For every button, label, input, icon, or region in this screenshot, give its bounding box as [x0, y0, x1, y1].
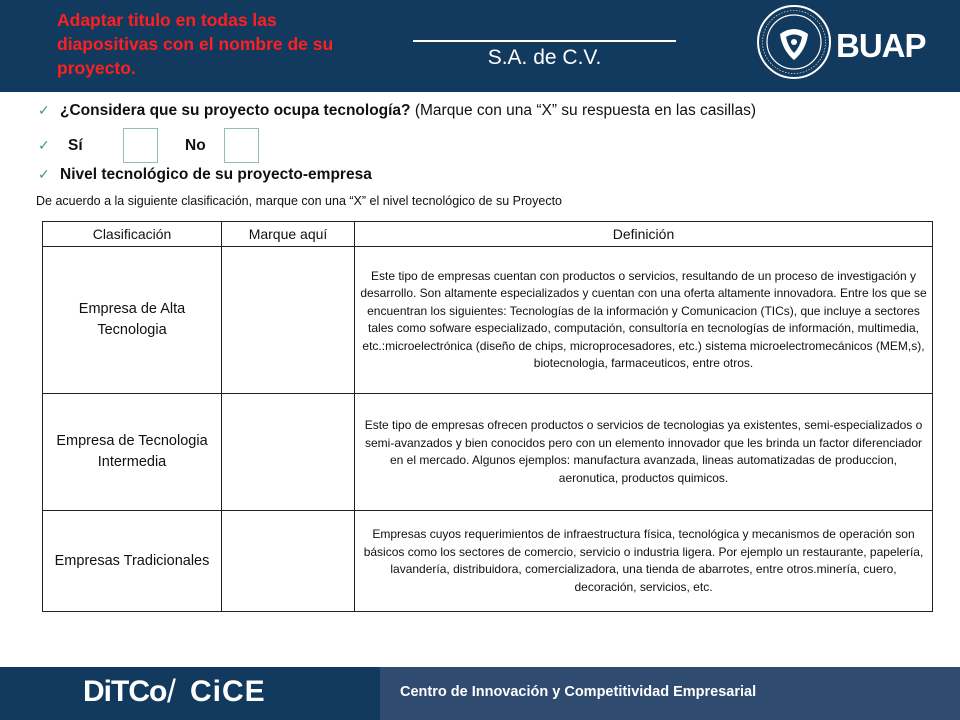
checkmark-icon: ✓: [38, 102, 50, 118]
header-title-note: Adaptar titulo en todas las diapositivas con el nombre de su proyecto.: [57, 10, 334, 78]
header-definition: Definición: [355, 222, 933, 247]
technology-question: ✓ ¿Considera que su proyecto ocupa tecnología? (Marque con una “X” su respuesta en las casillas): [38, 102, 757, 119]
buap-logo-text: BUAP: [836, 27, 926, 64]
answer-row: [38, 137, 83, 155]
no-label: No: [185, 137, 206, 154]
slide-header: [0, 0, 960, 92]
mark-cell[interactable]: [222, 511, 355, 612]
slide-footer: [0, 667, 960, 720]
table-row: [43, 511, 933, 612]
definition-cell: Empresas cuyos requerimientos de infraestructura física, tecnológica y mecanismos de operación son básicos como los sectores de comercio, servicio o industria ligera. Por ejemplo un restaurante, papelería, lavandería, distribuidora, comercializadora, una tienda de abarrotes, entre otros.minería, cuero, decoración, servicios, etc.: [355, 511, 933, 612]
company-suffix: S.A. de C.V.: [487, 46, 602, 69]
university-seal-icon: [756, 4, 832, 80]
definition-cell: Este tipo de empresas ofrecen productos o servicios de tecnologias ya existentes, semi-especializados o semi-avanzados y bien conocidos pero con un elemento innovador que les brinda un factor diferenciador en el mercado. Algunos ejemplos: manufactura avanzada, lineas automatizadas de produccion, aeronutica, productos quimicos.: [355, 394, 933, 511]
mark-cell[interactable]: [222, 247, 355, 394]
cice-logo: CiCE: [190, 675, 266, 708]
no-checkbox[interactable]: [224, 128, 259, 163]
project-name-blank: [413, 20, 676, 42]
classification-cell: Empresa de Tecnologia Intermedia: [43, 394, 222, 511]
table-header-row: [43, 222, 933, 247]
header-classification: Clasificación: [43, 222, 222, 247]
checkmark-icon: ✓: [38, 166, 50, 182]
classification-cell: Empresa de Alta Tecnologia: [43, 247, 222, 394]
checkmark-icon: ✓: [38, 137, 50, 153]
classification-table: [42, 221, 933, 612]
mark-cell[interactable]: [222, 394, 355, 511]
instruction-text: De acuerdo a la siguiente clasificación, marque con una “X” el nivel tecnológico de su Proyecto: [36, 194, 562, 208]
level-title-line: [38, 166, 372, 184]
table-row: [43, 247, 933, 394]
classification-cell: Empresas Tradicionales: [43, 511, 222, 612]
yes-checkbox[interactable]: [123, 128, 158, 163]
ditco-logo: DiTCo: [83, 675, 167, 708]
header-mark: Marque aquí: [222, 222, 355, 247]
table-row: [43, 394, 933, 511]
level-title: Nivel tecnológico de su proyecto-empresa: [60, 166, 372, 183]
yes-label: Sí: [68, 137, 83, 154]
center-name: Centro de Innovación y Competitividad Empresarial: [400, 684, 757, 700]
logo-separator: /: [167, 673, 176, 709]
definition-cell: Este tipo de empresas cuentan con productos o servicios, resultando de un proceso de investigación y desarrollo. Son altamente especializados y cuentan con una oferta altamente innovadora. Entre los que se encuentran los siguientes: Tecnologías de la información y Comunicacion (TICs), que incluye a sectores tales como sofware especializado, computación, consultoría en tecnologías de información, multimedia, etc.:microelectrónica (diseño de chips, microprocesadores, etc.) sistema microelectromecánicos (MEM,s), biotecnologia, farmaceuticos, entre otros.: [355, 247, 933, 394]
